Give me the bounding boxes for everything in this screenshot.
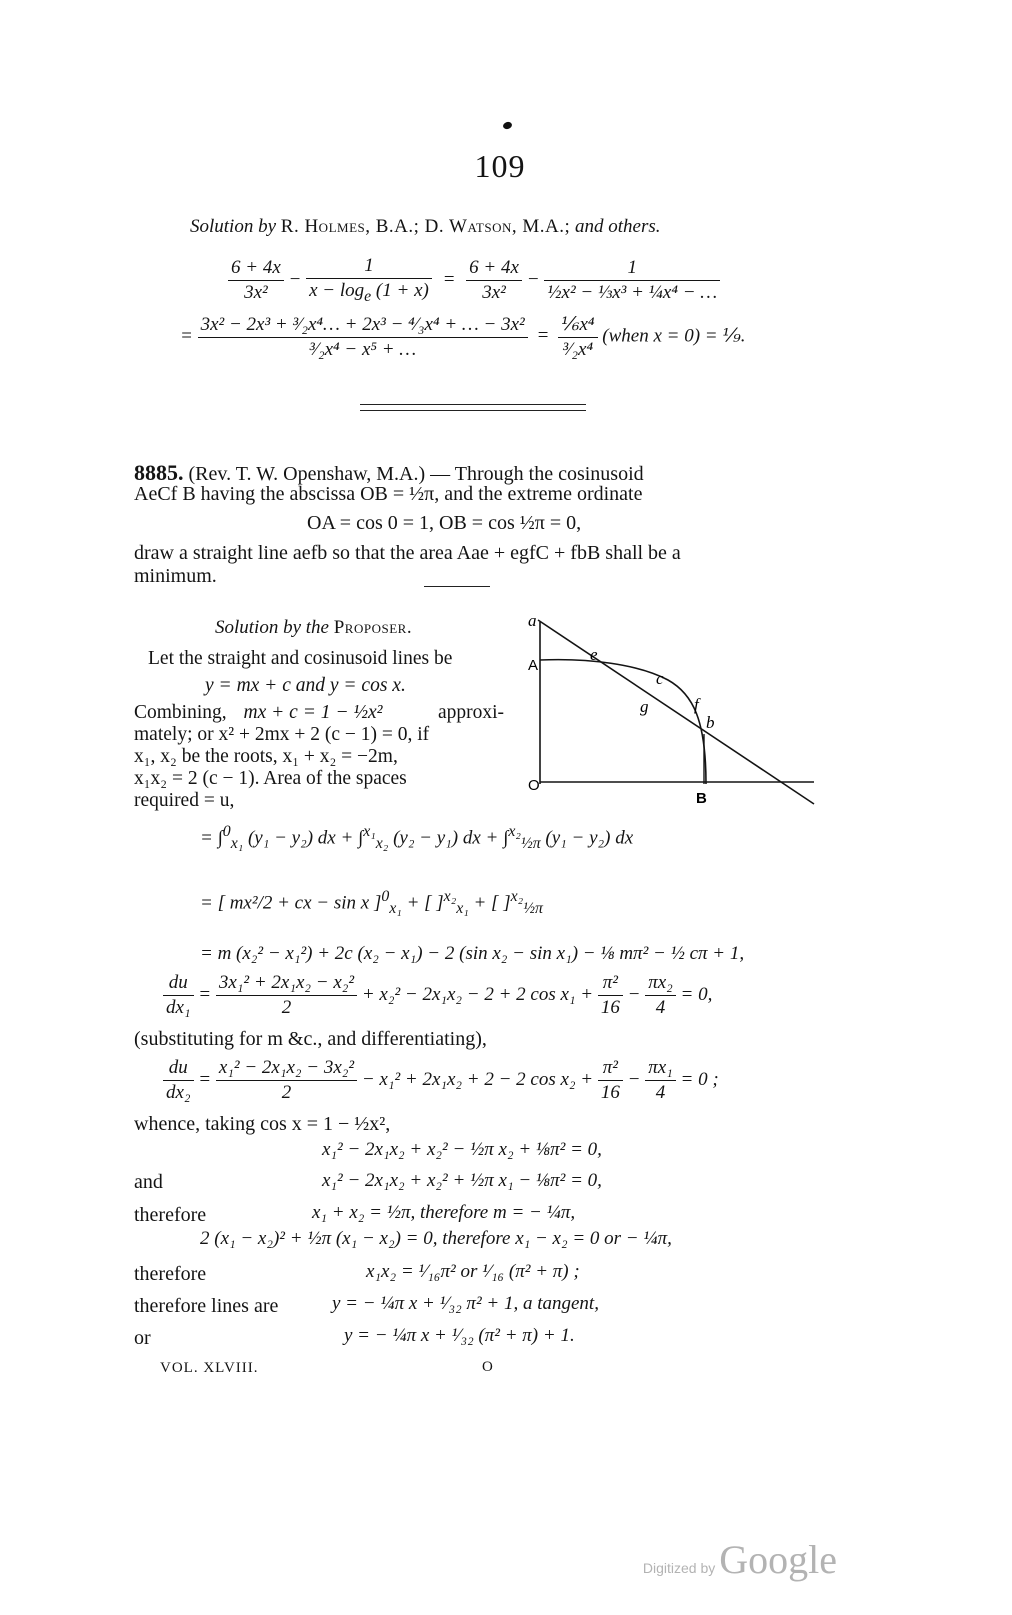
google-logo: Google <box>719 1537 837 1582</box>
label-b: b <box>706 713 715 732</box>
fraction: $\frac{du}{\text{dx₂}}$ <box>163 1057 194 1104</box>
fraction: $\frac{du}{\text{dx₁}}$ <box>163 972 194 1019</box>
text: Combining, <box>134 702 227 723</box>
question-line-2: AeCf B having the abscissa OB = ½π, and the extreme ordinate <box>134 483 643 505</box>
label-f: f <box>694 695 699 714</box>
lines-label: therefore lines are <box>134 1295 279 1317</box>
cosinusoid-curve <box>540 660 706 784</box>
question-line-5: minimum. <box>134 565 217 587</box>
equation-line-2 <box>180 313 746 361</box>
expansion-line: = m (x₂² − x₁²) + 2c (x₂ − x₁) − 2 (sin x₂ − sin x₁) − ⅛ mπ² − ½ cπ + 1, <box>200 943 745 964</box>
therefore-line-2: x₁x₂ = ¹⁄₁₆π² or ¹⁄₁₆ (π² + π) ; <box>366 1261 580 1282</box>
operator: = <box>536 325 550 347</box>
fraction: $\frac{\text{3x₁² + 2x₁x₂ − x₂²}}{2}$ <box>216 972 357 1019</box>
fraction: $\frac{\text{πx₁}}{4}$ <box>645 1057 676 1104</box>
solution-line-6: x₁x₂ = 2 (c − 1). Area of the spaces <box>134 768 407 789</box>
therefore-label: therefore <box>134 1263 207 1285</box>
text: − x₁² + 2x₁x₂ + 2 − 2 cos x₂ + <box>361 1068 594 1090</box>
solution-heading <box>190 216 661 238</box>
operator: − <box>288 268 302 290</box>
solution-lead: Solution by the <box>215 617 329 638</box>
solution-line-3 <box>134 702 504 724</box>
whence-line: whence, taking cos x = 1 − ½x², <box>134 1113 391 1135</box>
or-label: or <box>134 1327 151 1349</box>
derivative-x1-line: $\frac{du}{\text{dx₁}}$ = $\frac{\text{3x₁² + 2x₁x₂ − x₂²}}{2}$ + x₂² − 2x₁x₂ − 2 + 2 cos x₁ + $\frac{\text{π²}}{16}$ − $\frac{\text{πx₂}}{4}$ = 0, <box>163 972 712 1019</box>
question-line-3: OA = cos 0 = 1, OB = cos ½π = 0, <box>307 512 582 534</box>
fraction: $\frac{\text{3x² − 2x³ + ³⁄₂x⁴… + 2x³ − ⁴⁄₃x⁴ + … − 3x²}}{\text{³⁄₂x⁴ − x⁵ + …}}$ <box>198 314 528 361</box>
fraction: $\frac{1}{x - \log_e (1 + x)}$ <box>306 255 432 306</box>
tangent-line-equation: y = − ¼π x + ¹⁄₃₂ π² + 1, a tangent, <box>332 1293 599 1314</box>
digitized-watermark <box>643 1536 837 1583</box>
straight-line-aefb <box>538 620 814 804</box>
label-B: B <box>696 790 707 807</box>
text: approxi- <box>437 702 504 723</box>
solution-line-4: mately; or x² + 2mx + 2 (c − 1) = 0, if <box>134 724 430 745</box>
integral-line: = ∫$^0_{x_1}$ (y₁ − y₂) dx + ∫$^{x_1}_{x_2}$ (y₂ − y₁) dx + ∫$^{x_2}_{\frac{1}{2}\pi}$ (y₁ − y₂) dx <box>200 823 634 853</box>
fraction: $\frac{6 + 4x}{\text{3x²}}$ <box>466 257 522 304</box>
fraction: $\frac{\text{π²}}{16}$ <box>598 972 623 1019</box>
short-rule <box>424 586 490 587</box>
solution-line-2: y = mx + c and y = cos x. <box>205 675 406 696</box>
solution-line-1: Let the straight and cosinusoid lines be <box>148 648 453 669</box>
text: + x₂² − 2x₁x₂ − 2 + 2 cos x₁ + <box>361 983 594 1005</box>
operator: − <box>526 268 540 290</box>
solution-tail: and others. <box>575 216 661 237</box>
volume-label: VOL. XLVIII. <box>160 1360 259 1376</box>
question-line-4: draw a straight line aefb so that the area Aae + egfC + fbB shall be a <box>134 542 681 564</box>
fraction: $\frac{\text{πx₂}}{4}$ <box>645 972 676 1019</box>
other-line-equation: y = − ¼π x + ¹⁄₃₂ (π² + π) + 1. <box>344 1325 575 1346</box>
derivative-x2-line: $\frac{du}{\text{dx₂}}$ = $\frac{\text{x₁² − 2x₁x₂ − 3x₂²}}{2}$ − x₁² + 2x₁x₂ + 2 − 2 cos x₂ + $\frac{\text{π²}}{16}$ − $\frac{\text{πx₁}}{4}$ = 0 ; <box>163 1057 719 1104</box>
solution-line-7: required = u, <box>134 790 235 811</box>
label-g: g <box>640 697 649 716</box>
equation-C: 2 (x₁ − x₂)² + ½π (x₁ − x₂) = 0, therefore x₁ − x₂ = 0 or − ¼π, <box>200 1228 672 1249</box>
text: mx + c = 1 − ½x² <box>243 702 383 723</box>
question-text: (Rev. T. W. Openshaw, M.A.) — Through the cosinusoid <box>188 463 644 485</box>
fraction: $\frac{\text{⅙x⁴}}{\text{³⁄₂x⁴}}$ <box>558 313 597 361</box>
operator: = <box>180 325 193 347</box>
substituting-note: (substituting for m &c., and differentiating), <box>134 1028 487 1050</box>
ink-blot <box>502 121 513 131</box>
operator: = <box>442 268 456 290</box>
solution-heading <box>215 617 412 639</box>
label-A: A <box>528 657 539 674</box>
therefore-label: therefore <box>134 1204 207 1226</box>
text: = 0 ; <box>680 1068 719 1090</box>
text: = 0, <box>680 983 713 1005</box>
bracket-line: = [ mx²/2 + cx − sin x ]$^0_{x_1}$ + [ ]$^{x_2}_{x_1}$ + [ ]$^{x_2}_{\frac{1}{2}\pi}$ <box>200 888 543 918</box>
label-e: e <box>590 645 598 664</box>
equation-B: x₁² − 2x₁x₂ + x₂² + ½π x₁ − ⅛π² = 0, <box>322 1170 602 1191</box>
equation-tail: (when x = 0) = ⅑. <box>602 325 746 347</box>
divider-rule <box>360 404 586 405</box>
fraction: $\frac{6 + 4x}{\text{3x²}}$ <box>228 257 284 304</box>
divider-rule <box>360 410 586 411</box>
signature-mark: O <box>482 1359 494 1375</box>
solution-line-5: x₁, x₂ be the roots, x₁ + x₂ = −2m, <box>134 746 398 767</box>
fraction: $\frac{1}{\text{½x² − ⅓x³ + ¼x⁴ − …}}$ <box>544 257 720 304</box>
solution-authors: R. Holmes, B.A.; D. Watson, M.A.; <box>280 216 571 237</box>
equation-line-1 <box>228 255 720 306</box>
solution-author: Proposer. <box>333 617 413 638</box>
cosinusoid-figure <box>518 612 822 812</box>
watermark-prefix: Digitized by <box>642 1560 716 1576</box>
equation-A: x₁² − 2x₁x₂ + x₂² − ½π x₂ + ⅛π² = 0, <box>322 1139 602 1160</box>
solution-lead: Solution by <box>190 216 277 237</box>
label-c: c <box>656 669 664 688</box>
label-O: O <box>528 777 540 794</box>
and-label: and <box>134 1171 163 1193</box>
fraction: $\frac{\text{π²}}{16}$ <box>598 1057 623 1104</box>
therefore-line-1: x₁ + x₂ = ½π, therefore m = − ¼π, <box>312 1202 576 1223</box>
page-number: 109 <box>474 148 526 184</box>
question-number: 8885. <box>134 460 184 485</box>
label-a: a <box>528 612 537 630</box>
fraction: $\frac{\text{x₁² − 2x₁x₂ − 3x₂²}}{2}$ <box>216 1057 357 1104</box>
